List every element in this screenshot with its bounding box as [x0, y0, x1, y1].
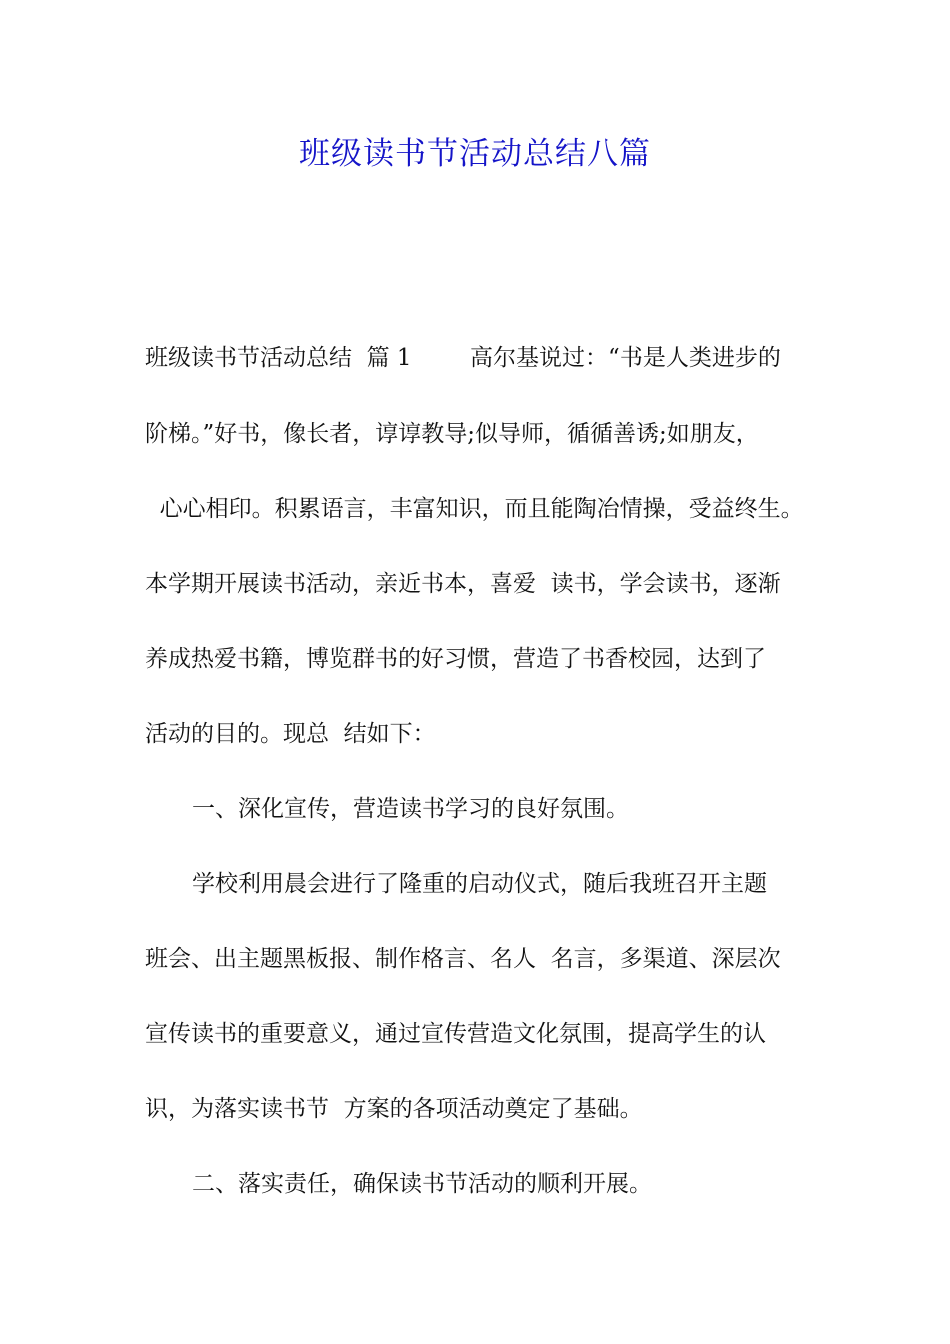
body-line-8: 班会、出主题黑板报、制作格言、名人 名言，多渠道、深层次 — [145, 946, 781, 972]
body-line-6: 活动的目的。现总 结如下： — [145, 721, 436, 747]
body-line-4: 本学期开展读书活动，亲近书本，喜爱 读书，学会读书，逐渐 — [145, 571, 781, 597]
body-line-1: 班级读书节活动总结 篇 1 高尔基说过：“书是人类进步的 — [145, 345, 781, 371]
body-line-10: 识，为落实读书节 方案的各项活动奠定了基础。 — [145, 1096, 643, 1122]
body-line-7: 学校利用晨会进行了隆重的启动仪式，随后我班召开主题 — [192, 871, 767, 897]
document-title: 班级读书节活动总结八篇 — [299, 136, 651, 172]
body-line-2: 阶梯。”好书，像长者，谆谆教导;似导师，循循善诱;如朋友， — [145, 421, 759, 447]
section-heading-1: 一、深化宣传，营造读书学习的良好氛围。 — [192, 796, 629, 822]
body-line-9: 宣传读书的重要意义，通过宣传营造文化氛围，提高学生的认 — [145, 1021, 766, 1047]
body-line-3: 心心相印。积累语言，丰富知识，而且能陶冶情操，受益终生。 — [145, 496, 804, 522]
section-heading-2: 二、落实责任，确保读书节活动的顺利开展。 — [192, 1171, 652, 1197]
body-line-5: 养成热爱书籍，博览群书的好习惯，营造了书香校园，达到了 — [145, 646, 766, 672]
